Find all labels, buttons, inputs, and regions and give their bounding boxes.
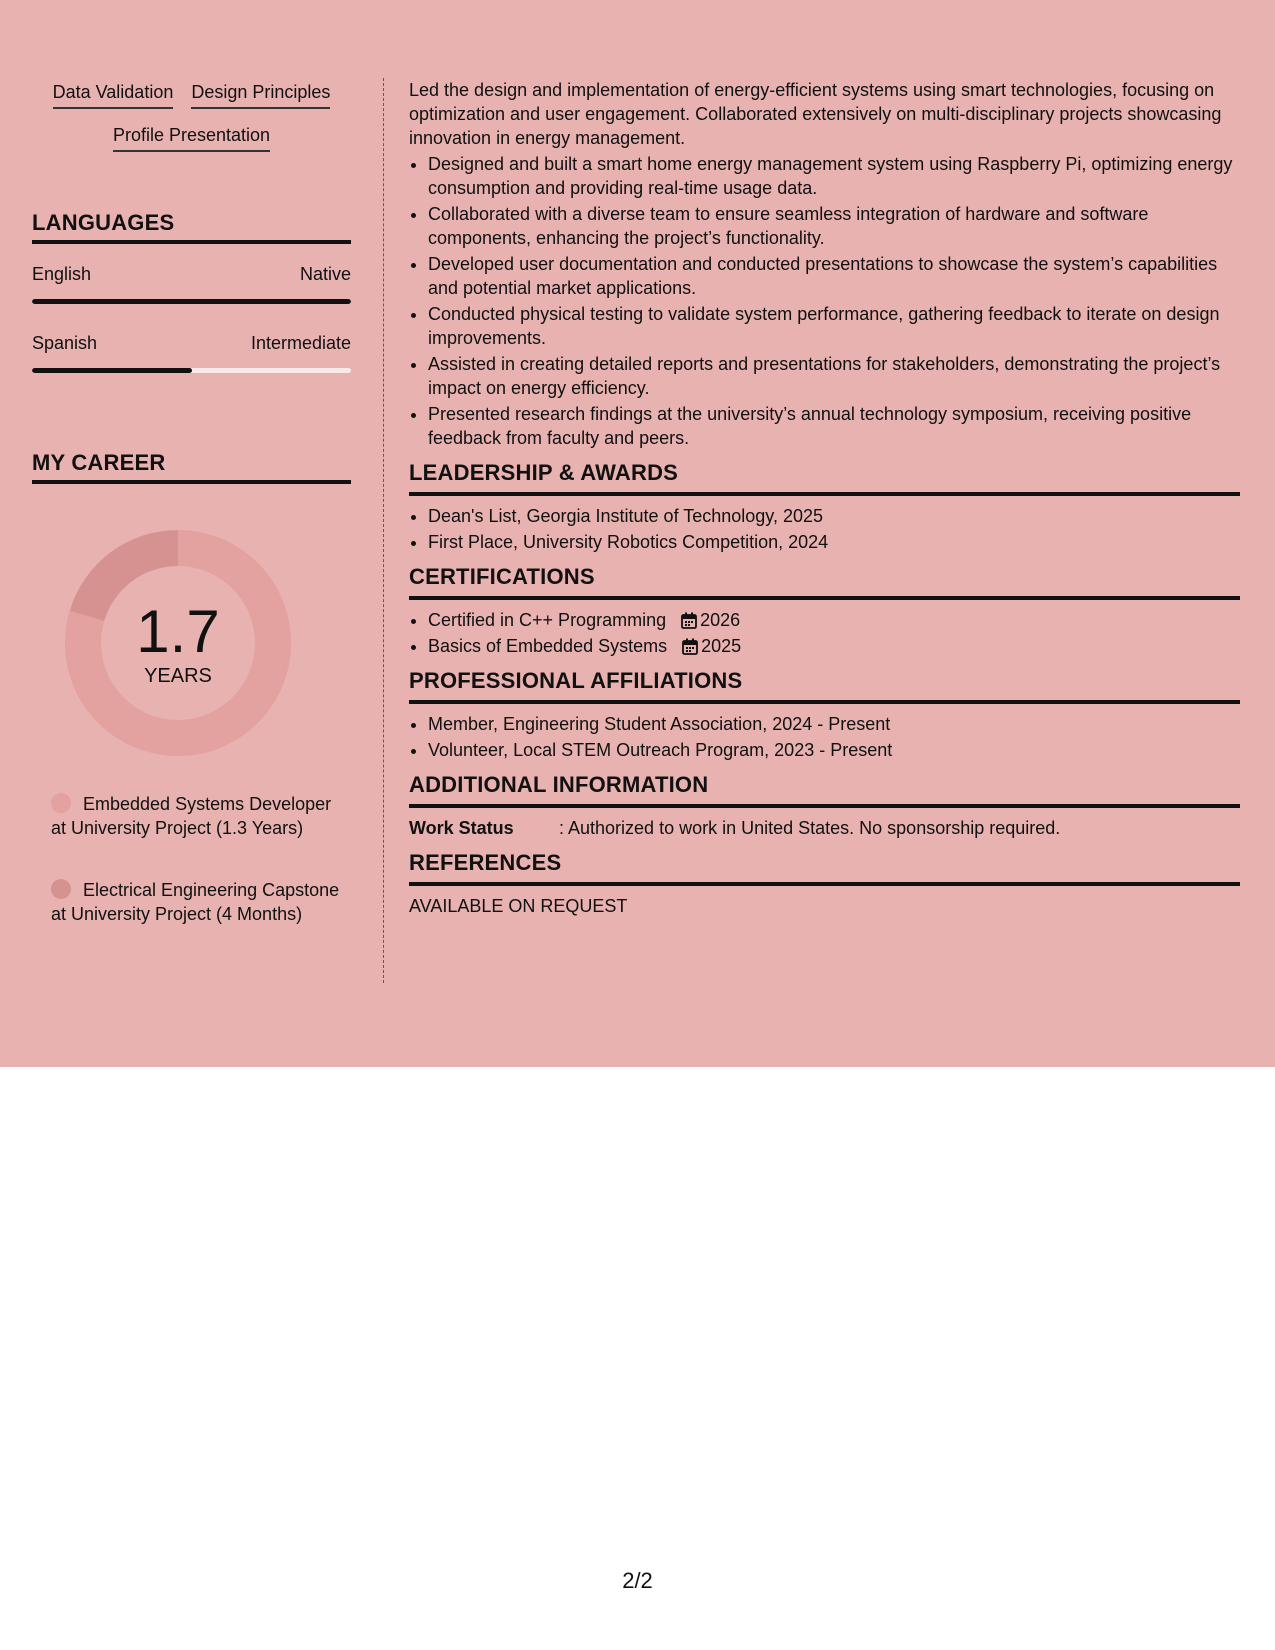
certifications-title: CERTIFICATIONS (409, 562, 1240, 600)
legend-dot (51, 793, 71, 813)
certification-item (428, 634, 1240, 658)
career-years-unit: YEARS (144, 665, 212, 687)
experience-bullets (409, 152, 1240, 450)
affiliation-item: • Member, Engineering Student Association, 2024 - Present (428, 712, 1240, 736)
career-legend-label: Electrical Engineering Capstone at University Project (4 Months) (51, 880, 340, 924)
experience-bullet: • Assisted in creating detailed reports and presentations for stakeholders, demonstrating the project’s impact on energy efficiency. (428, 352, 1240, 400)
page-number: 2/2 (622, 1568, 653, 1593)
certification-date (681, 610, 740, 630)
work-status-value: : Authorized to work in United States. No sponsorship required. (559, 818, 1061, 838)
skills-list (32, 78, 351, 152)
language-level: Native (299, 264, 351, 284)
column-divider (383, 78, 384, 983)
left-column (32, 78, 351, 924)
languages-title: LANGUAGES (32, 210, 351, 244)
award-item: • First Place, University Robotics Competition, 2024 (428, 530, 1240, 554)
additional-info-title: ADDITIONAL INFORMATION (409, 770, 1240, 808)
skill-tag: Data Validation (53, 78, 174, 109)
career-legend-item (51, 792, 341, 840)
career-total-years: 1.7 (136, 598, 220, 665)
language-name: Spanish (32, 333, 98, 353)
certification-item (428, 608, 1240, 632)
awards-list (409, 504, 1240, 554)
certification-year: 2026 (700, 610, 741, 630)
certifications-list (409, 608, 1240, 658)
experience-bullet: • Conducted physical testing to validate system performance, gathering feedback to iterate on design improvements. (428, 302, 1240, 350)
career-donut-chart (65, 530, 291, 756)
language-row-english (32, 264, 351, 285)
calendar-icon (681, 612, 697, 629)
language-bar-english (32, 299, 351, 304)
awards-title: LEADERSHIP & AWARDS (409, 458, 1240, 496)
skill-tag: Profile Presentation (113, 121, 270, 152)
work-status-row (409, 816, 1240, 840)
experience-summary: Led the design and implementation of energy-efficient systems using smart technologies, focusing on optimization and user engagement. Collaborated extensively on multi-disciplinary projects showcasing innovation in energy management. (409, 80, 1222, 148)
affiliation-item: • Volunteer, Local STEM Outreach Program, 2023 - Present (428, 738, 1240, 762)
language-fill (32, 299, 351, 304)
skill-tag: Design Principles (191, 78, 330, 109)
legend-dot (51, 879, 71, 899)
affiliations-title: PROFESSIONAL AFFILIATIONS (409, 666, 1240, 704)
career-title: MY CAREER (32, 450, 351, 484)
experience-bullet: • Designed and built a smart home energy management system using Raspberry Pi, optimizing energy consumption and providing real-time usage data. (428, 152, 1240, 200)
certification-year: 2025 (701, 636, 742, 656)
career-legend-item (51, 878, 341, 926)
right-column (409, 78, 1240, 918)
language-fill (32, 368, 192, 373)
experience-bullet: • Collaborated with a diverse team to ensure seamless integration of hardware and software components, enhancing the project’s functionality. (428, 202, 1240, 250)
experience-bullet: • Developed user documentation and conducted presentations to showcase the system’s capabilities and potential market applications. (428, 252, 1240, 300)
affiliations-list (409, 712, 1240, 762)
work-status-label: Work Status (409, 818, 514, 838)
references-title: REFERENCES (409, 848, 1240, 886)
references-text: AVAILABLE ON REQUEST (409, 896, 628, 916)
calendar-icon (682, 638, 698, 655)
language-name: English (32, 264, 92, 284)
career-legend-label: Embedded Systems Developer at University Project (1.3 Years) (51, 794, 332, 838)
language-row-spanish (32, 333, 351, 354)
experience-bullet: • Presented research findings at the university’s annual technology symposium, receiving positive feedback from faculty and peers. (428, 402, 1240, 450)
certification-date (682, 636, 741, 656)
certification-name: Basics of Embedded Systems (428, 636, 668, 656)
language-bar-spanish (32, 368, 351, 373)
award-item: • Dean's List, Georgia Institute of Technology, 2025 (428, 504, 1240, 528)
language-level: Intermediate (250, 333, 351, 353)
certification-name: Certified in C++ Programming (428, 610, 667, 630)
